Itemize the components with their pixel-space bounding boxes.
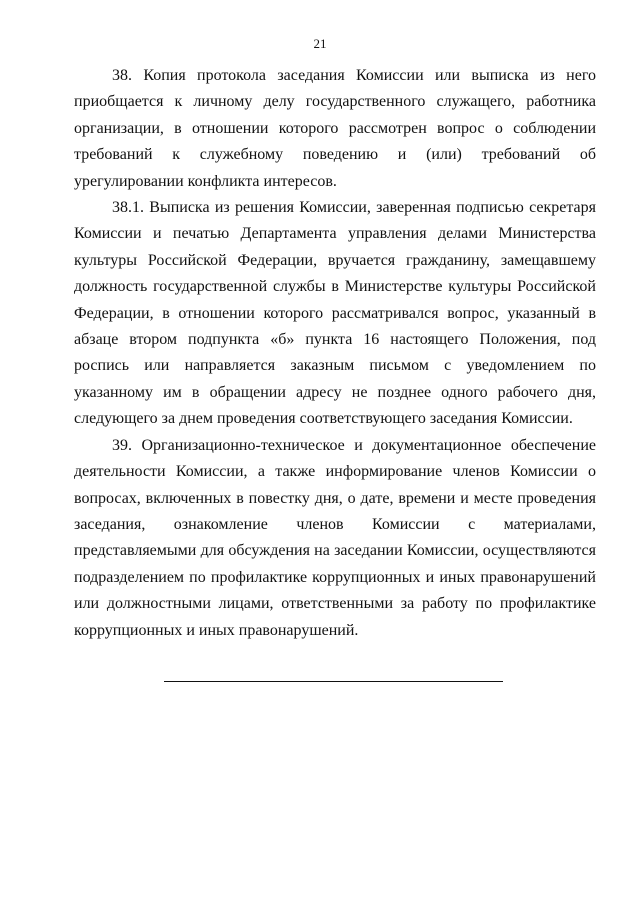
- paragraph-38-1: 38.1. Выписка из решения Комиссии, заверенная подписью секретаря Комиссии и печатью Департамента управления делами Министерства культуры Российской Федерации, вручается гражданину, замещавшему должность государственной службы в Министерстве культуры Российской Федерации, в отношении которого рассматривался вопрос, указанный в абзаце втором подпункта «б» пункта 16 настоящего Положения, под роспись или направляется заказным письмом с уведомлением по указанному им в обращении адресу не позднее одного рабочего дня, следующего за днем проведения соответствующего заседания Комиссии.: [74, 199, 596, 428]
- document-body: [74, 63, 596, 644]
- page-number: 21: [313, 36, 327, 51]
- paragraph-38: 38. Копия протокола заседания Комиссии или выписка из него приобщается к личному делу государственного служащего, работника организации, в отношении которого рассмотрен вопрос о соблюдении требований к служебному поведению и (или) требований об урегулировании конфликта интересов.: [74, 67, 596, 190]
- end-of-text-divider: [164, 681, 503, 682]
- paragraph-39: 39. Организационно-техническое и документационное обеспечение деятельности Комиссии, а также информирование членов Комиссии о вопросах, включенных в повестку дня, о дате, времени и месте проведения заседания, ознакомление членов Комиссии с материалами, представляемыми для обсуждения на заседании Комиссии, осуществляются подразделением по профилактике коррупционных и иных правонарушений или должностными лицами, ответственными за работу по профилактике коррупционных и иных правонарушений.: [74, 436, 596, 639]
